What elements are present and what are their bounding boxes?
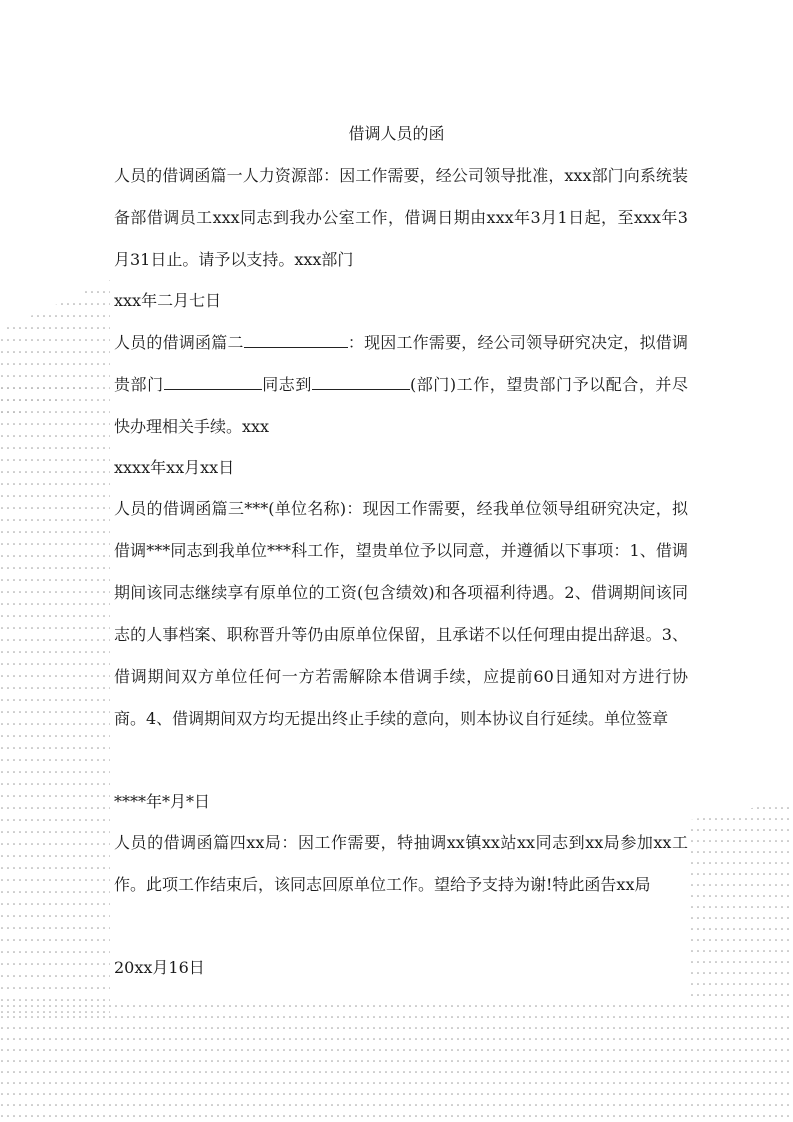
section-2-text-4: (部门)工作，望贵部门予以配合，并尽快办理相关手续。xxx (114, 375, 688, 436)
section-2-date: xxxx年xx月xx日 (114, 458, 235, 477)
section-2-text-2: ：现因工作需要，经公司领导研究决定，拟借调贵部门 (114, 333, 688, 394)
section-2-text-3: 同志到 (261, 375, 312, 394)
section-1-date: xxx年二月七日 (114, 291, 222, 310)
section-3-date: ****年*月*日 (114, 792, 211, 811)
section-4-date: 20xx月16日 (114, 958, 205, 977)
section-4-body: 人员的借调函篇四xx局：因工作需要，特抽调xx镇xx站xx同志到xx局参加xx工作。此项工作结束后，该同志回原单位工作。望给予支持为谢!特此函告xx局 (114, 833, 688, 894)
section-1-body: 人员的借调函篇一人力资源部：因工作需要，经公司领导批准，xxx部门向系统装备部借调员工xxx同志到我办公室工作，借调日期由xxx年3月1日起，至xxx年3月31日止。请予以支持。xxx部门 (114, 166, 688, 269)
document-title: 借调人员的函 (348, 124, 445, 143)
section-2-text-1: 人员的借调函篇二 (114, 333, 244, 352)
blank-line (244, 331, 348, 348)
section-3-body: 人员的借调函篇三***(单位名称)：现因工作需要，经我单位领导组研究决定，拟借调***同志到我单位***科工作，望贵单位予以同意，并遵循以下事项：1、借调期间该同志继续享有原单位的工资(包含绩效)和各项福利待遇。2、借调期间该同志的人事档案、职称晋升等仍由原单位保留，且承诺不以任何理由提出辞退。3、借调期间双方单位任何一方若需解除本借调手续，应提前60日通知对方进行协商。4、借调期间双方均无提出终止手续的意向，则本协议自行延续。单位签章 (114, 499, 688, 728)
blank-line (312, 373, 410, 390)
blank-line (164, 373, 262, 390)
section-2-body (114, 322, 688, 448)
